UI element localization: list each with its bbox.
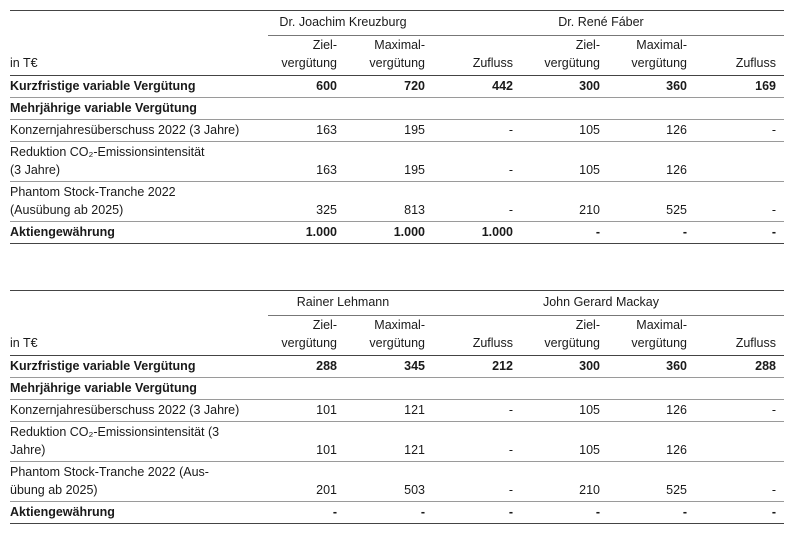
row-label: Aktiengewährung [10, 505, 115, 519]
table-cell-value: - [508, 483, 513, 497]
table-cell-value: 195 [404, 163, 425, 177]
person-name: Rainer Lehmann [296, 295, 390, 309]
person-name: John Gerard Mackay [542, 295, 660, 309]
table-bottom-rule [10, 243, 784, 244]
table-cell-value: - [508, 163, 513, 177]
table-cell-value: 300 [579, 79, 600, 93]
table-cell-value: 121 [404, 403, 425, 417]
table-cell-value: 105 [579, 163, 600, 177]
row-label: Jahre) [10, 443, 46, 457]
column-header: vergütung [281, 336, 337, 350]
column-header: Ziel- [575, 318, 600, 332]
table-cell-value: - [508, 123, 513, 137]
table-bottom-rule [10, 523, 784, 524]
table-cell-value: 105 [579, 443, 600, 457]
row-label: Konzernjahresüberschuss 2022 (3 Jahre) [10, 403, 240, 417]
row-label: Reduktion CO₂-Emissionsintensität (3 [10, 425, 220, 439]
table-cell-value: 210 [579, 483, 600, 497]
table-cell-value: 600 [316, 79, 337, 93]
row-rule [10, 461, 784, 462]
table-cell-value: 345 [404, 359, 425, 373]
table-cell-value: 813 [404, 203, 425, 217]
table-top-rule [10, 10, 784, 11]
row-rule [10, 119, 784, 120]
table-cell-value: 105 [579, 123, 600, 137]
table-cell-value: 1.000 [305, 225, 337, 239]
table-cell-value: - [420, 505, 425, 519]
row-label: Mehrjährige variable Vergütung [10, 381, 197, 395]
table-cell-value: - [771, 483, 776, 497]
table-cell-value: 126 [666, 443, 687, 457]
table-cell-value: 300 [579, 359, 600, 373]
table-cell-value: - [771, 505, 776, 519]
table-cell-value: - [508, 443, 513, 457]
column-header: Ziel- [312, 318, 337, 332]
column-header: Zufluss [735, 336, 776, 350]
table-cell-value: - [682, 505, 687, 519]
table-cell-value: 325 [316, 203, 337, 217]
column-header: Maximal- [374, 318, 425, 332]
table-cell-value: 1.000 [481, 225, 513, 239]
unit-label: in T€ [10, 336, 38, 350]
row-label: Phantom Stock-Tranche 2022 [10, 185, 176, 199]
table-cell-value: 212 [492, 359, 513, 373]
column-header: Zufluss [735, 56, 776, 70]
row-label: (3 Jahre) [10, 163, 61, 177]
table-cell-value: 105 [579, 403, 600, 417]
row-label: Mehrjährige variable Vergütung [10, 101, 197, 115]
row-label: (Ausübung ab 2025) [10, 203, 124, 217]
column-header: Zufluss [472, 336, 513, 350]
row-rule [10, 75, 784, 76]
row-label: Phantom Stock-Tranche 2022 (Aus- [10, 465, 209, 479]
column-header: Zufluss [472, 56, 513, 70]
column-header: vergütung [544, 56, 600, 70]
column-header: Maximal- [636, 38, 687, 52]
column-header: vergütung [631, 336, 687, 350]
table-cell-value: 101 [316, 403, 337, 417]
table-cell-value: 503 [404, 483, 425, 497]
column-header: Ziel- [312, 38, 337, 52]
row-label: Aktiengewährung [10, 225, 115, 239]
table-cell-value: 126 [666, 123, 687, 137]
row-label: Konzernjahresüberschuss 2022 (3 Jahre) [10, 123, 240, 137]
table-cell-value: 525 [666, 203, 687, 217]
table-cell-value: - [771, 225, 776, 239]
table-cell-value: 210 [579, 203, 600, 217]
column-header: Maximal- [374, 38, 425, 52]
compensation-table [10, 290, 784, 525]
table-cell-value: 360 [666, 79, 687, 93]
table-cell-value: - [595, 505, 600, 519]
row-rule [10, 141, 784, 142]
column-header: vergütung [631, 56, 687, 70]
table-cell-value: 163 [316, 123, 337, 137]
column-header: vergütung [369, 336, 425, 350]
row-rule [10, 97, 784, 98]
column-header: Ziel- [575, 38, 600, 52]
row-rule [10, 181, 784, 182]
row-label: übung ab 2025) [10, 483, 98, 497]
row-rule [10, 377, 784, 378]
table-cell-value: 360 [666, 359, 687, 373]
row-rule [10, 355, 784, 356]
row-label: Kurzfristige variable Vergütung [10, 79, 196, 93]
row-rule [10, 421, 784, 422]
row-label: Reduktion CO₂-Emissionsintensität [10, 145, 205, 159]
table-top-rule [10, 290, 784, 291]
table-cell-value: 121 [404, 443, 425, 457]
table-cell-value: 101 [316, 443, 337, 457]
person-header-rule [268, 315, 784, 316]
table-cell-value: - [508, 403, 513, 417]
column-header: vergütung [281, 56, 337, 70]
table-cell-value: - [508, 203, 513, 217]
table-cell-value: 126 [666, 403, 687, 417]
table-cell-value: - [508, 505, 513, 519]
column-header: Maximal- [636, 318, 687, 332]
table-cell-value: 201 [316, 483, 337, 497]
table-cell-value: 288 [316, 359, 337, 373]
compensation-table [10, 10, 784, 245]
table-cell-value: 163 [316, 163, 337, 177]
table-cell-value: 525 [666, 483, 687, 497]
row-rule [10, 501, 784, 502]
table-cell-value: - [771, 403, 776, 417]
table-cell-value: 126 [666, 163, 687, 177]
row-label: Kurzfristige variable Vergütung [10, 359, 196, 373]
table-cell-value: 288 [755, 359, 776, 373]
table-cell-value: - [771, 203, 776, 217]
person-name: Dr. René Fáber [558, 15, 644, 29]
row-rule [10, 221, 784, 222]
table-cell-value: 195 [404, 123, 425, 137]
table-cell-value: 442 [492, 79, 513, 93]
person-name: Dr. Joachim Kreuzburg [279, 15, 407, 29]
table-cell-value: 169 [755, 79, 776, 93]
table-cell-value: 720 [404, 79, 425, 93]
table-cell-value: - [332, 505, 337, 519]
column-header: vergütung [369, 56, 425, 70]
unit-label: in T€ [10, 56, 38, 70]
person-header-rule [268, 35, 784, 36]
table-cell-value: - [595, 225, 600, 239]
table-cell-value: - [771, 123, 776, 137]
table-cell-value: - [682, 225, 687, 239]
column-header: vergütung [544, 336, 600, 350]
row-rule [10, 399, 784, 400]
table-cell-value: 1.000 [393, 225, 425, 239]
